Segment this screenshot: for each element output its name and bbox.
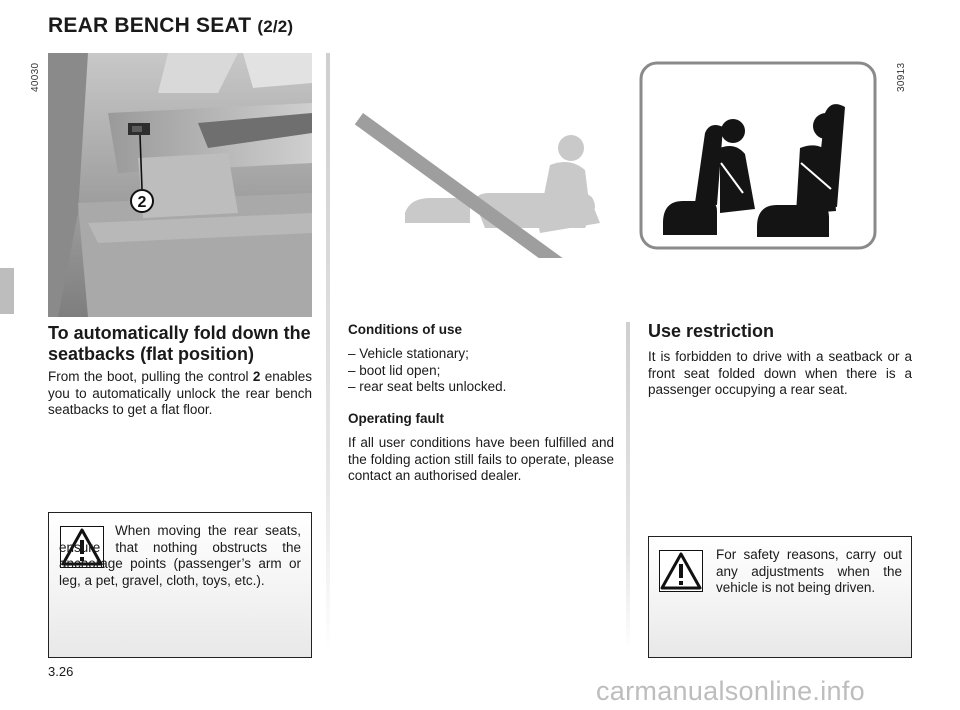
conditions-title: Conditions of use [348, 322, 462, 337]
col1-body-before: From the boot, pulling the control [48, 369, 253, 384]
column-divider-right [626, 322, 630, 652]
callout-number: 2 [137, 194, 147, 211]
page-title-suffix: (2/2) [257, 17, 294, 36]
watermark: carmanualsonline.info [596, 676, 865, 706]
warning-box-right [648, 536, 912, 658]
seat-restriction-illustration [345, 53, 910, 258]
fault-text: If all user conditions have been fulfilled and the folding action still fails to operate, please contact an authorised dealer. [348, 435, 614, 483]
boot-interior-photo [48, 53, 312, 317]
col3-body: It is forbidden to drive with a seatback or a front seat folded down when there is a passenger occupying a rear seat. [648, 349, 912, 397]
list-item: – boot lid open; [348, 362, 441, 378]
chapter-tab [0, 268, 14, 314]
column-divider-left [326, 53, 330, 653]
figure-ref-left: 40030 [30, 62, 41, 92]
page-title [48, 14, 293, 38]
list-item: – Vehicle stationary; [348, 346, 469, 361]
boot-interior-illustration [48, 53, 312, 317]
col1-body-after: enables you to automatically unlock the rear bench seatbacks to get a flat floor. [48, 369, 313, 417]
list-item: – rear seat belts unlocked. [348, 379, 507, 394]
col1-heading: To automatically fold down the seatbacks (flat position) [48, 323, 311, 364]
seat-restriction-figure [345, 53, 910, 258]
warning-text-left: When moving the rear seats, ensure that nothing obstructs the anchorage points (passenger’s arm or leg, a pet, gravel, cloth, toys, etc.). [59, 523, 301, 588]
fault-title: Operating fault [348, 411, 445, 426]
allowed-seats-icon [663, 104, 845, 237]
col3-heading: Use restriction [648, 321, 775, 341]
warning-box-left [48, 512, 312, 658]
warning-text-right: For safety reasons, carry out any adjustments when the vehicle is not being driven. [716, 547, 902, 595]
col1-body [48, 369, 312, 419]
control-reference: 2 [252, 369, 261, 384]
page-title-main: REAR BENCH SEAT [48, 14, 252, 37]
figure-ref-right: 30913 [896, 62, 907, 92]
warning-triangle-icon [659, 550, 703, 592]
conditions-list [348, 346, 614, 396]
page-number: 3.26 [48, 664, 74, 679]
